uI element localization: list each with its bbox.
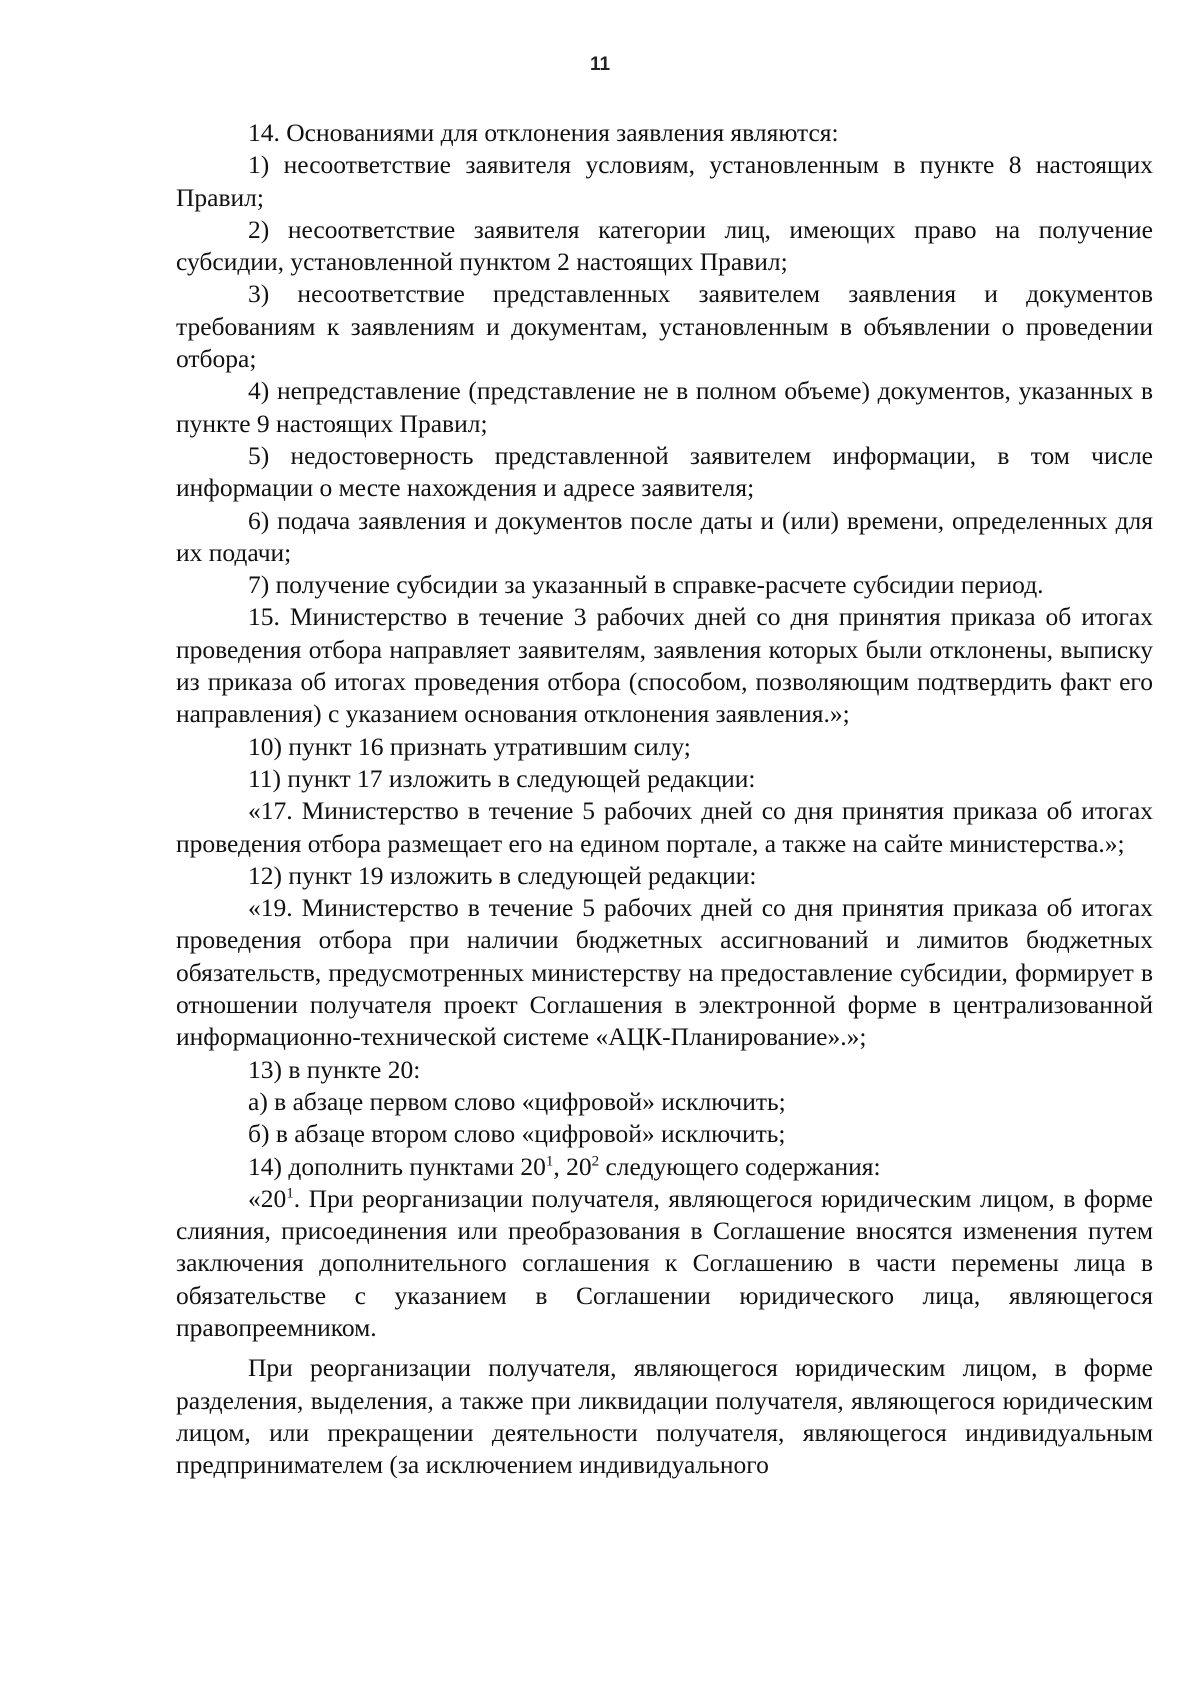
reason-item-5: 5) недостоверность представленной заявителем информации, в том числе информации о месте нахождения и адресе заявителя; — [176, 440, 1153, 503]
paragraph-reorganization-start: При реорганизации получателя, являющегося юридическим лицом, в форме разделения, выделения, а также при ликвидации получателя, являющегося юридическим лицом, или прекращении деятельности получателя, являющегося индивидуальным — [176, 1353, 1153, 1447]
superscript-2: 2 — [591, 1153, 600, 1169]
superscript-1: 1 — [545, 1153, 554, 1169]
page-number: 11 — [589, 54, 611, 75]
paragraph-17: «17. Министерство в течение 5 рабочих дней со дня принятия приказа об итогах проведения отбора размещает его на едином портале, а также на сайте министерства.»; — [176, 796, 1153, 858]
superscript-1: 1 — [286, 1185, 294, 1202]
amendment-item-14-text-end: следующего содержания: — [599, 1151, 881, 1181]
amendment-item-13: 13) в пункте 20: — [248, 1054, 421, 1084]
reason-item-1: 1) несоответствие заявителя условиям, установленным в пункте 8 настоящих Правил; — [176, 150, 1153, 212]
reason-item-4: 4) непредставление (представление не в полном объеме) документов, указанных в пункте 9 настоящих Правил; — [176, 376, 1153, 438]
paragraph-20-1 — [176, 1183, 1153, 1344]
amendment-item-14-text-start: 14) дополнить пунктами 20 — [248, 1151, 546, 1181]
amendment-item-14-text-middle: , 20 — [553, 1151, 592, 1181]
paragraph-20-1-number: «20 — [248, 1183, 287, 1213]
amendment-item-12: 12) пункт 19 изложить в следующей редакции: — [248, 860, 757, 890]
reason-item-3: 3) несоответствие представленных заявителем заявления и документов требованиям к заявлениям и документам, установленным в объявлении о проведении отбора; — [176, 279, 1153, 374]
reason-item-6: 6) подача заявления и документов после даты и (или) времени, определенных для их подачи; — [176, 505, 1153, 567]
paragraph-19: «19. Министерство в течение 5 рабочих дней со дня принятия приказа об итогах проведения отбора при наличии бюджетных ассигнований и лимитов бюджетных обязательств, предусмотренных министерству на предоставление субсидии, формирует в отношении получателя проект Соглашения в электронной форме в централизованной информационно-технической системе «АЦК-Планирование».»; — [176, 893, 1153, 1052]
paragraph-15: 15. Министерство в течение 3 рабочих дней со дня принятия приказа об итогах проведения отбора направляет заявителям, заявления которых были отклонены, выписку из приказа об итогах проведения отбора (способом, позволяющим подтвердить факт его направления) с указанием основания отклонения заявления.»; — [176, 602, 1153, 729]
amendment-item-14 — [176, 1151, 1153, 1183]
amendment-item-13-a: а) в абзаце первом слово «цифровой» исключить; — [248, 1086, 786, 1116]
paragraph-reorganization-end: предпринимателем (за исключением индивидуального — [176, 1450, 769, 1480]
amendment-item-11: 11) пункт 17 изложить в следующей редакции: — [248, 763, 756, 793]
document-body — [176, 117, 1153, 1481]
paragraph-reorganization — [176, 1352, 1153, 1481]
reason-item-7: 7) получение субсидии за указанный в справке-расчете субсидии период. — [248, 570, 1044, 600]
amendment-item-13-b: б) в абзаце втором слово «цифровой» исключить; — [248, 1119, 786, 1149]
paragraph-20-1-text: . При реорганизации получателя, являющегося юридическим лицом, в форме слияния, присоединения или преобразования в Соглашение вносятся изменения путем заключения дополнительного соглашения к Соглашению в части перемены лица в обязательстве с указанием в Соглашении юридического лица, являющегося правопреемником. — [176, 1183, 1153, 1342]
paragraph-14-heading: 14. Основаниями для отклонения заявления являются: — [248, 118, 839, 147]
reason-item-2: 2) несоответствие заявителя категории лиц, имеющих право на получение субсидии, установленной пунктом 2 настоящих Правил; — [176, 214, 1153, 277]
amendment-item-10: 10) пункт 16 признать утратившим силу; — [248, 731, 691, 761]
